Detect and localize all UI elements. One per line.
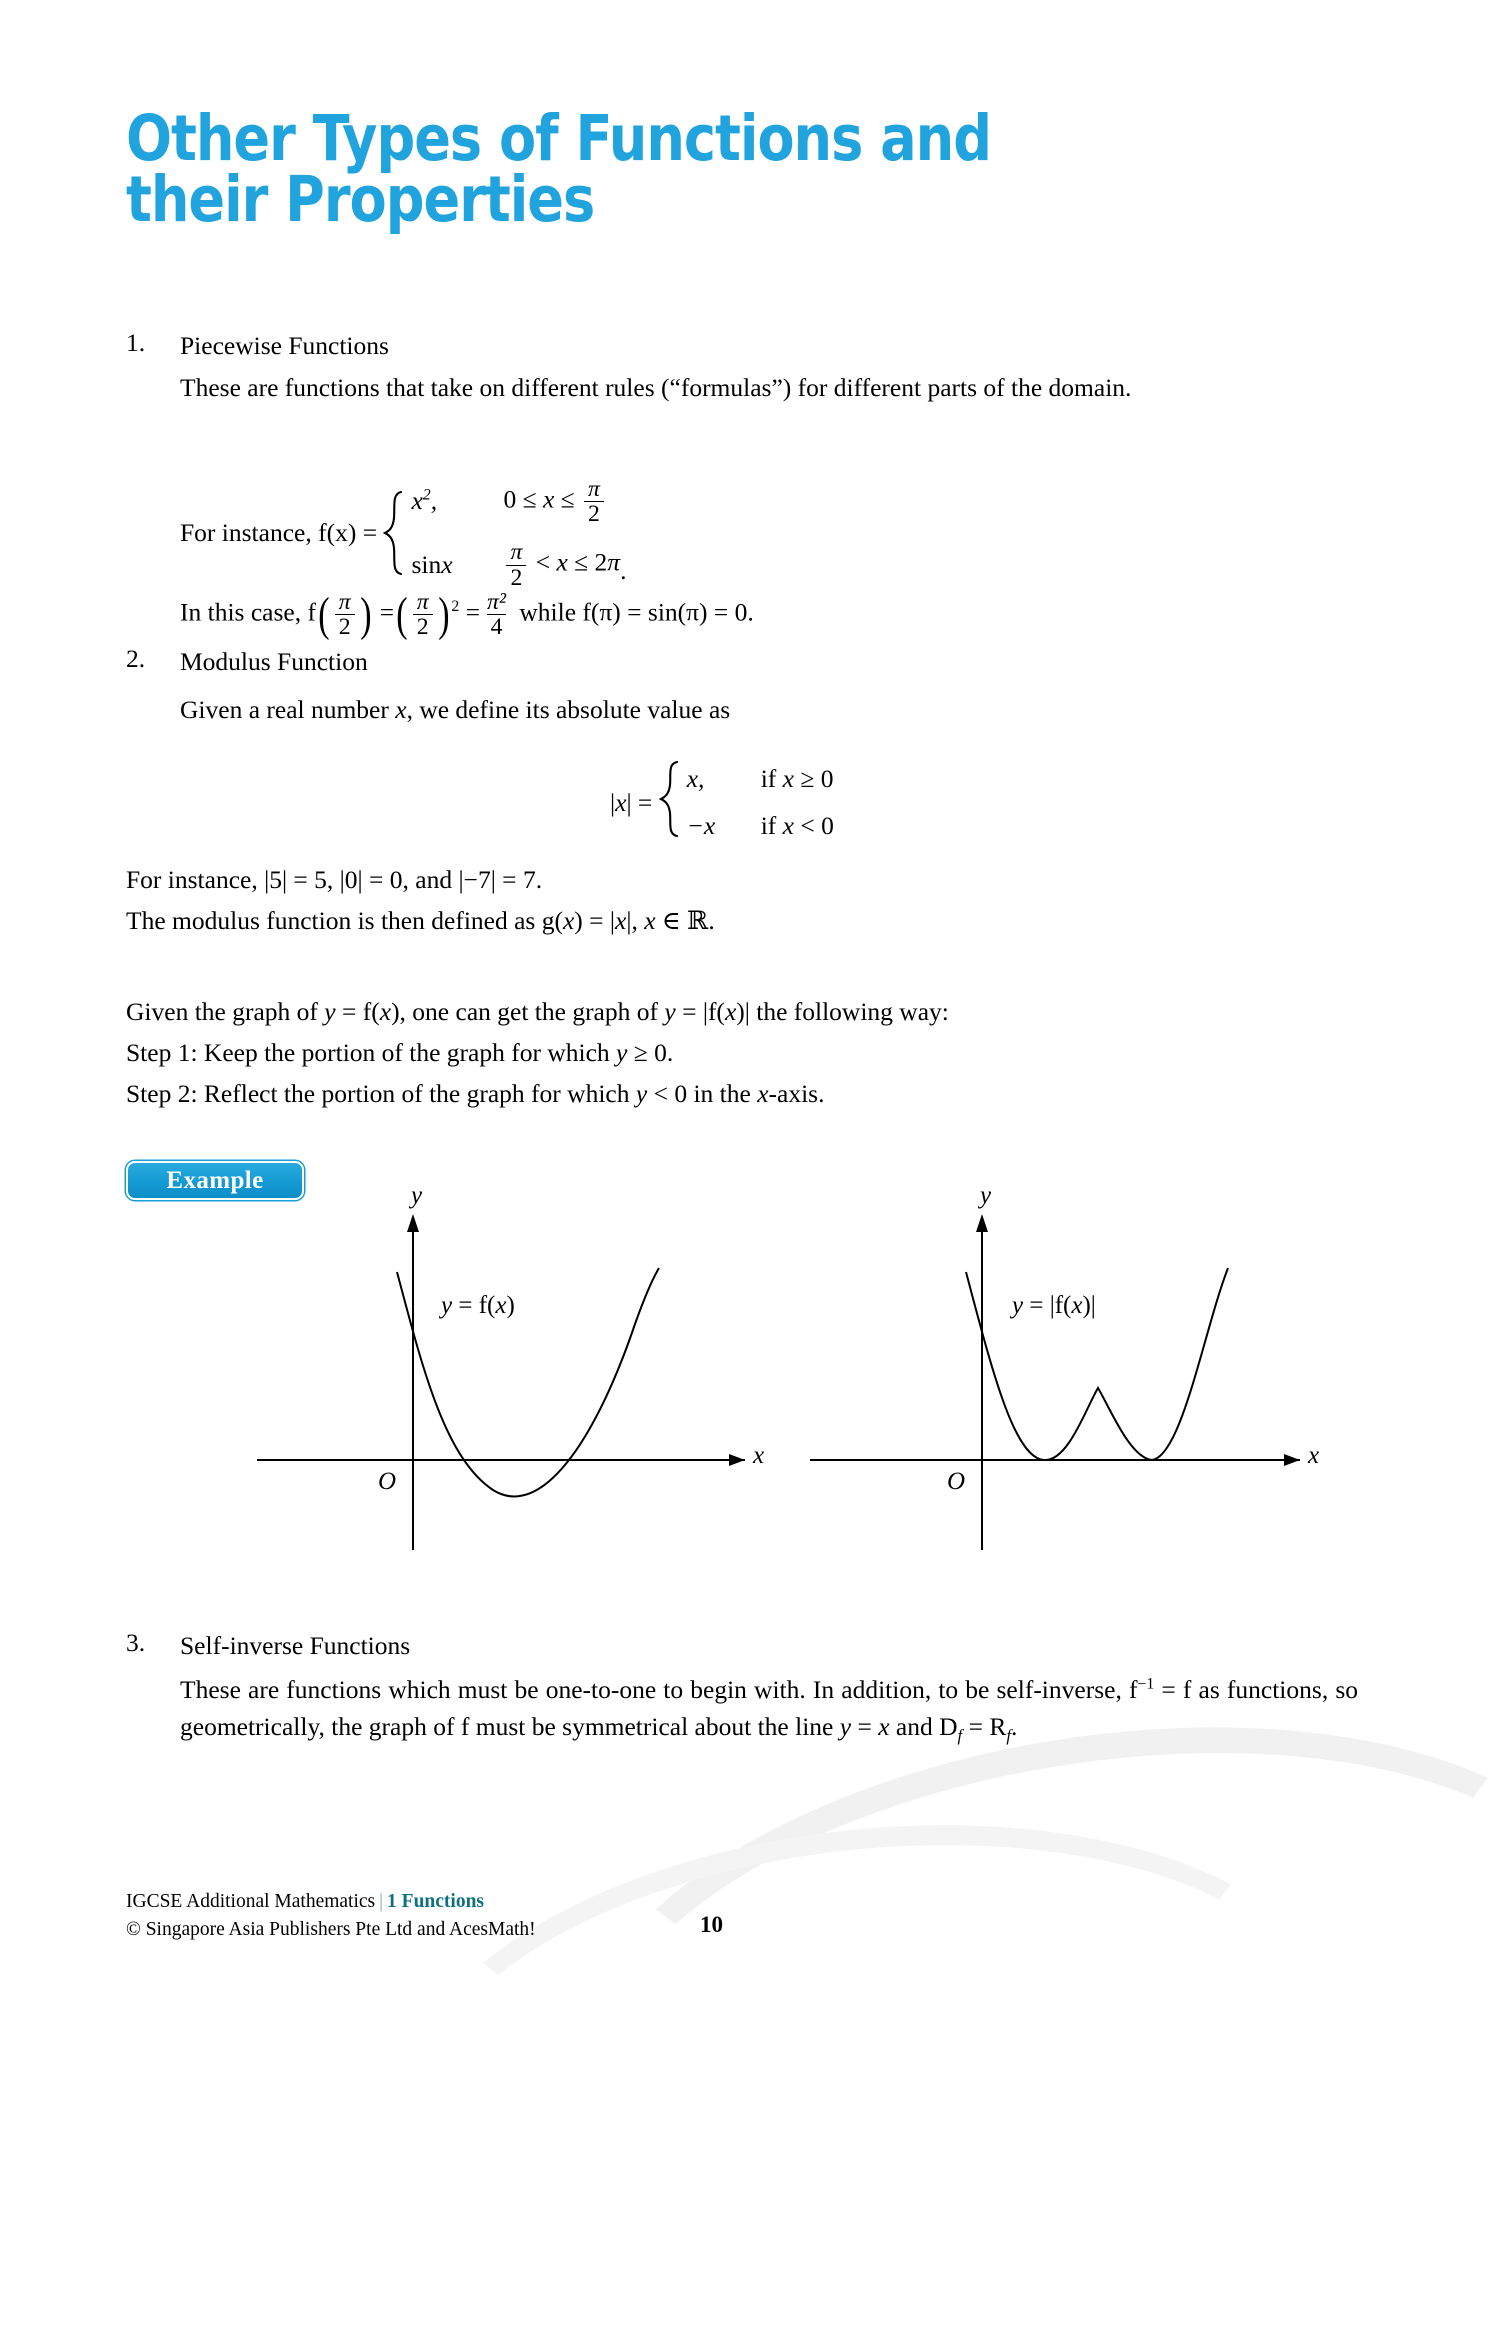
left-paren-large: (: [396, 588, 408, 641]
abs-brace-group: [659, 760, 834, 846]
footer-book-title: IGCSE Additional Mathematics: [126, 1891, 376, 1912]
page-title: [126, 102, 991, 237]
piecewise-cases: [411, 477, 620, 590]
absolute-value-definition: [610, 760, 1210, 846]
figure-1-y-axis-label: y: [411, 1182, 423, 1209]
section-3-heading: Self-inverse Functions: [180, 1631, 411, 1660]
modulus-definition-line: The modulus function is then defined as g(x) = |x|, x ∈ ℝ.: [126, 906, 715, 935]
abs-row-1-cond: if x < 0: [760, 811, 834, 840]
fraction-numerator: π: [510, 539, 523, 566]
fraction-denominator: 2: [335, 614, 355, 639]
abs-examples-line: For instance, |5| = 5, |0| = 0, and |−7| = 7.: [126, 865, 543, 894]
piecewise-row-0-expr: $x^2$,: [411, 486, 438, 516]
fraction-pi-over-2: [335, 590, 355, 639]
fraction-pi-over-2: [413, 590, 433, 639]
left-curly-brace-icon: [659, 760, 681, 846]
example-badge-label: Example: [166, 1166, 264, 1194]
abs-row: [687, 808, 834, 845]
fraction-numerator: π: [588, 476, 600, 502]
abs-row-0-cond: if x ≥ 0: [760, 764, 834, 794]
piecewise-brace-group: [383, 477, 620, 590]
case-equals-2: =: [465, 597, 481, 627]
figure-2-y-axis-label: y: [980, 1182, 992, 1209]
transform-step-2: Step 2: Reflect the portion of the graph for which y < 0 in the x-axis.: [126, 1079, 825, 1108]
figure-2-x-axis-label: x: [1308, 1442, 1320, 1469]
footer-copyright: © Singapore Asia Publishers Pte Ltd and AcesMath!: [126, 1919, 536, 1941]
figure-1-x-axis-label: x: [753, 1442, 765, 1469]
case-tail: while f(π) = sin(π) = 0.: [519, 597, 754, 627]
page-title-line-1: Other Types of Functions and: [126, 102, 991, 175]
figure-graph-of-f: [245, 1182, 795, 1570]
right-paren-large: ): [359, 588, 372, 641]
figure-2-curve-label: y = |f(x)|: [1012, 1292, 1096, 1319]
footer-separator: |: [379, 1891, 384, 1912]
fraction-denominator: 2: [413, 614, 433, 639]
fraction-denominator: 2: [584, 501, 604, 526]
section-1-body: These are functions that take on different rules (“formulas”) for different parts of the domain.: [180, 373, 1132, 402]
figure-graph-of-abs-f: [800, 1182, 1360, 1570]
piecewise-definition: [180, 477, 880, 590]
figure-1-svg: [245, 1190, 795, 1570]
piecewise-row-1-cond: [503, 540, 620, 589]
case-exponent: 2: [451, 598, 460, 616]
fraction-numerator: π: [338, 589, 351, 615]
footer-chapter: 1 Functions: [387, 1891, 485, 1912]
transform-intro-line: Given the graph of y = f(x), one can get the graph of y = |f(x)| the following way:: [126, 997, 949, 1026]
left-paren-large: (: [318, 588, 330, 641]
abs-lhs: | x | =: [610, 787, 653, 817]
piecewise-row-1-cond-suffix: < x ≤ 2π: [535, 547, 621, 577]
figure-1-origin-label: O: [378, 1468, 397, 1495]
case-equals-1: =: [379, 597, 395, 627]
section-2-body: Given a real number x, we define its absolute value as: [180, 695, 731, 724]
abs-row-1-expr: −x: [686, 811, 716, 840]
left-curly-brace-icon: [383, 490, 405, 576]
case-evaluation-line: [180, 590, 1080, 639]
abs-row: [687, 761, 834, 798]
piecewise-row-1-expr: sinx: [411, 549, 453, 579]
piecewise-period: .: [620, 555, 627, 585]
fraction-pi-over-2: [506, 540, 526, 589]
fraction-pi-over-2: [584, 477, 604, 526]
transform-step-1: Step 1: Keep the portion of the graph for which y ≥ 0.: [126, 1038, 674, 1067]
section-2-number: 2.: [126, 644, 146, 673]
case-lead: In this case, f: [180, 597, 316, 627]
page-number: 10: [700, 1912, 723, 1937]
piecewise-row: [411, 540, 620, 589]
decorative-swoosh: [536, 1658, 1502, 2338]
figure-2-origin-label: O: [947, 1468, 966, 1495]
section-2-heading: Modulus Function: [180, 647, 368, 676]
page-title-line-2: their Properties: [126, 163, 595, 237]
fraction-numerator: π: [416, 589, 429, 615]
section-1-heading: Piecewise Functions: [180, 331, 389, 360]
abs-row-0-expr: x,: [686, 764, 705, 794]
piecewise-row: [411, 477, 620, 526]
abs-cases: [687, 761, 834, 845]
fraction-numerator: π²: [487, 589, 507, 615]
fraction-denominator: 2: [506, 565, 526, 590]
figure-2-svg: [800, 1190, 1360, 1570]
section-1-number: 1.: [126, 328, 146, 357]
footer-line-1: [126, 1888, 536, 1916]
right-paren-large: ): [437, 588, 450, 641]
fraction-denominator: 4: [487, 614, 507, 639]
decorative-swoosh-secondary: [380, 1781, 1364, 2347]
page-footer: [126, 1888, 536, 1945]
fraction-pi-squared-over-4: [483, 590, 510, 639]
section-3-body: These are functions which must be one-to-one to begin with. In addition, to be self-inverse, $f^{-1} = f$ as functions, so geometrically, the graph of f must be symmetrical about the line y = x and $D_f = R_f$.: [180, 1675, 1358, 1746]
figure-1-curve-label: y = f(x): [441, 1292, 515, 1319]
piecewise-row-0-cond: 0 ≤ x ≤ $\frac{\pi}{2}$: [503, 477, 606, 526]
section-3-number: 3.: [126, 1628, 146, 1657]
piecewise-lead: For instance, f(x) =: [180, 517, 378, 547]
